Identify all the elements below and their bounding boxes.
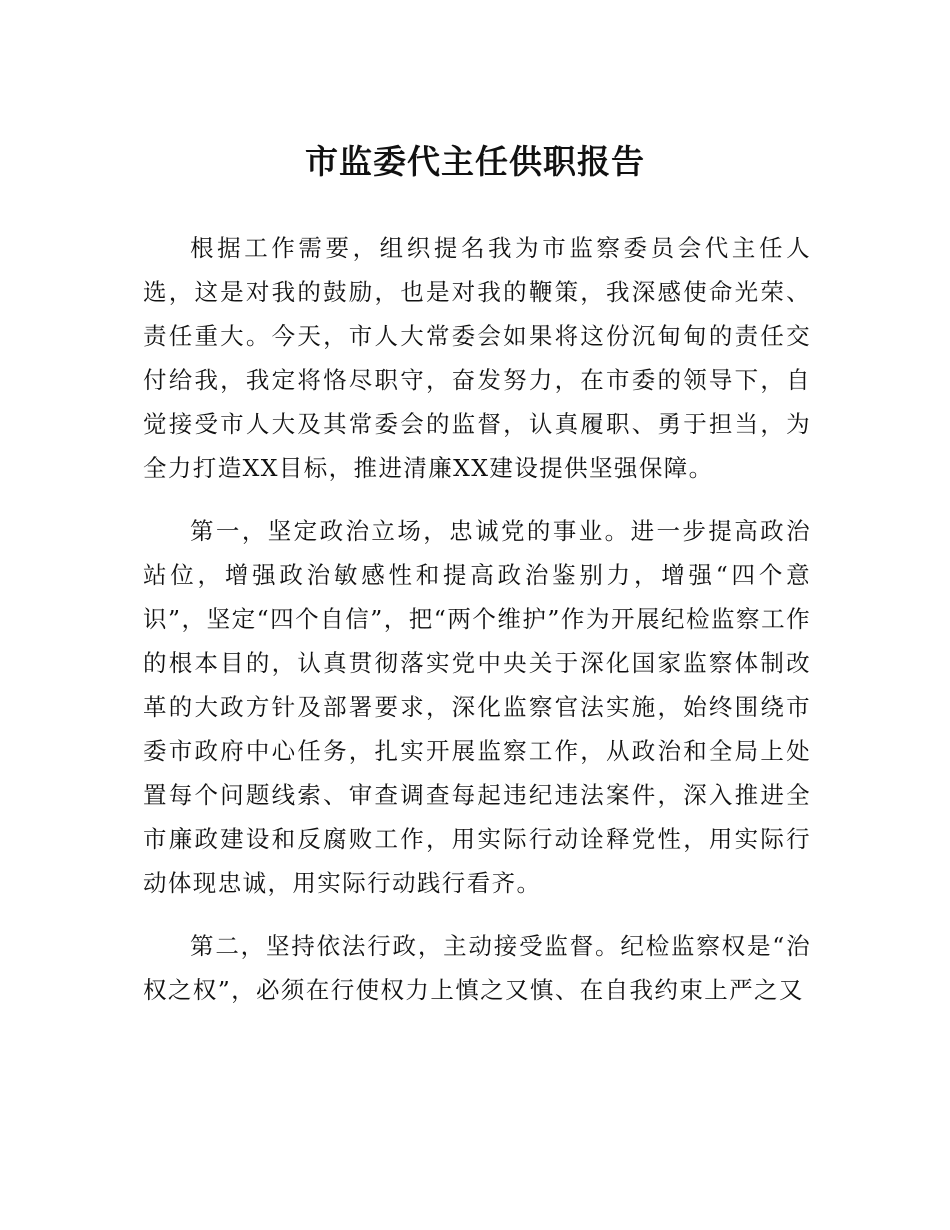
document-title: 市监委代主任供职报告	[305, 142, 645, 182]
paragraph-intro: 根据工作需要，组织提名我为市监察委员会代主任人选，这是对我的鼓励，也是对我的鞭策，我深感使命光荣、责任重大。今天，市人大常委会如果将这份沉甸甸的责任交付给我，我定将恪尽职守，奋发努力，在市委的领导下，自觉接受市人大及其常委会的监督，认真履职、勇于担当，为全力打造XX目标，推进清廉XX建设提供坚强保障。	[143, 234, 811, 482]
paragraph-second-point: 第二，坚持依法行政，主动接受监督。纪检监察权是“治权之权”，必须在行使权力上慎之又慎、在自我约束上严之又	[143, 932, 811, 1004]
paragraph-first-point: 第一，坚定政治立场，忠诚党的事业。进一步提高政治站位，增强政治敏感性和提高政治鉴别力，增强“四个意识”，坚定“四个自信”，把“两个维护”作为开展纪检监察工作的根本目的，认真贯彻落实党中央关于深化国家监察体制改革的大政方针及部署要求，深化监察官法实施，始终围绕市委市政府中心任务，扎实开展监察工作，从政治和全局上处置每个问题线索、审查调查每起违纪违法案件，深入推进全市廉政建设和反腐败工作，用实际行动诠释党性，用实际行动体现忠诚，用实际行动践行看齐。	[143, 517, 811, 897]
document-body	[143, 226, 811, 1031]
